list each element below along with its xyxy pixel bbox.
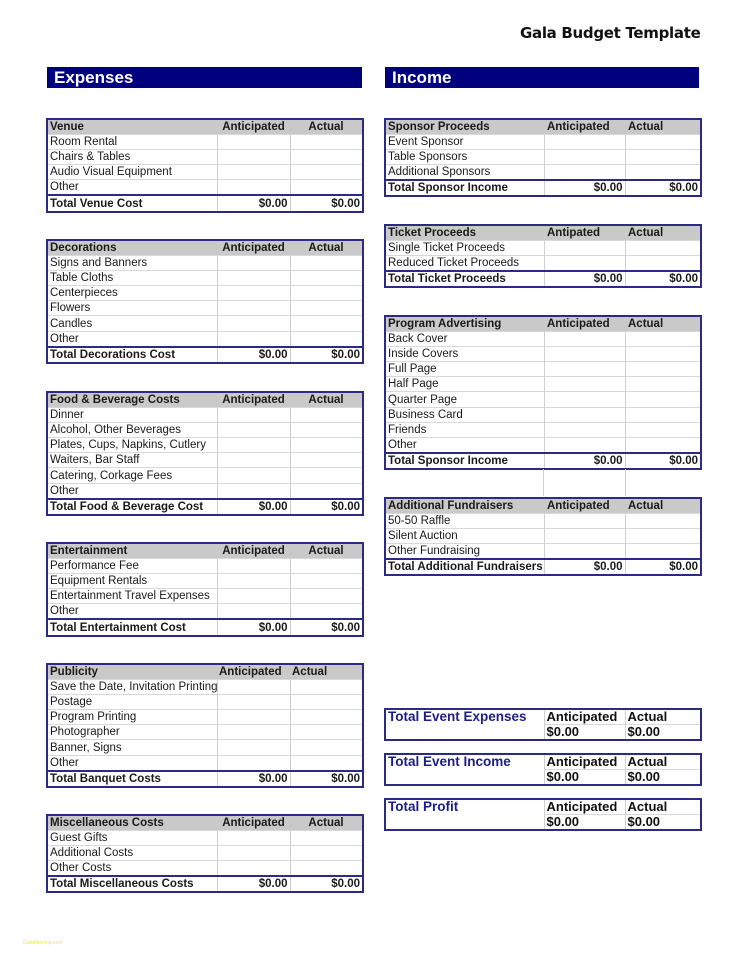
table-row: [385, 150, 701, 165]
anticipated-header: Anticipated: [217, 664, 290, 680]
total-anticipated: $0.00: [544, 453, 625, 469]
total-label: Total Sponsor Income: [385, 180, 544, 196]
total-actual: $0.00: [290, 876, 363, 892]
actual-cell[interactable]: [290, 740, 363, 755]
actual-header: Actual: [290, 543, 363, 559]
total-anticipated: $0.00: [217, 876, 290, 892]
table-row: [385, 362, 701, 377]
item-label: Waiters, Bar Staff: [47, 453, 217, 468]
table-row: [385, 407, 701, 422]
total-label: Total Entertainment Cost: [47, 619, 217, 635]
actual-cell[interactable]: [290, 604, 363, 620]
anticipated-cell[interactable]: [217, 695, 290, 710]
table-row: [47, 316, 363, 331]
table-row: [47, 695, 363, 710]
anticipated-cell[interactable]: [217, 680, 290, 695]
item-label: Dinner: [47, 408, 217, 423]
item-label: Table Cloths: [47, 271, 217, 286]
actual-cell[interactable]: [290, 316, 363, 331]
anticipated-cell[interactable]: [217, 423, 290, 438]
total-anticipated: $0.00: [544, 559, 625, 575]
actual-cell[interactable]: [625, 362, 701, 377]
total-actual: $0.00: [290, 771, 363, 787]
actual-header: Actual: [625, 316, 701, 332]
table-row: [47, 755, 363, 771]
anticipated-cell[interactable]: [217, 483, 290, 499]
section-title: Publicity: [47, 664, 217, 680]
item-label: Other: [47, 604, 217, 620]
actual-cell[interactable]: [625, 165, 701, 181]
table-row: [385, 332, 701, 347]
table-row: [47, 165, 363, 180]
table-row: [47, 408, 363, 423]
anticipated-cell[interactable]: [217, 831, 290, 846]
total-event-income-table: [384, 753, 702, 786]
actual-header: Actual: [625, 754, 701, 770]
table-row: [47, 831, 363, 846]
table-row: [385, 135, 701, 150]
actual-cell[interactable]: [290, 483, 363, 499]
anticipated-cell[interactable]: [217, 846, 290, 861]
actual-cell[interactable]: [290, 680, 363, 695]
table-header-row: [47, 815, 363, 831]
total-label: Total Additional Fundraisers: [385, 559, 544, 575]
actual-cell[interactable]: [290, 256, 363, 271]
anticipated-cell[interactable]: [544, 150, 625, 165]
actual-cell[interactable]: [625, 422, 701, 437]
anticipated-cell[interactable]: [217, 331, 290, 347]
actual-cell[interactable]: [290, 710, 363, 725]
table-row: [47, 135, 363, 150]
item-label: Additional Sponsors: [385, 165, 544, 181]
anticipated-cell[interactable]: [544, 377, 625, 392]
table-header-row: [47, 240, 363, 256]
table-row: [47, 574, 363, 589]
total-anticipated: $0.00: [217, 347, 290, 363]
anticipated-cell[interactable]: [217, 453, 290, 468]
item-label: Half Page: [385, 377, 544, 392]
table-row: [385, 437, 701, 453]
table-row: [47, 559, 363, 574]
item-label: Silent Auction: [385, 529, 544, 544]
table-row: [47, 256, 363, 271]
table-row: [47, 589, 363, 604]
total-anticipated: $0.00: [544, 271, 625, 287]
item-label: Photographer: [47, 725, 217, 740]
item-label: Alcohol, Other Beverages: [47, 423, 217, 438]
table-row: [385, 377, 701, 392]
anticipated-cell[interactable]: [544, 165, 625, 181]
total-actual: $0.00: [625, 180, 701, 196]
item-label: Table Sponsors: [385, 150, 544, 165]
anticipated-cell[interactable]: [544, 135, 625, 150]
actual-header: Actual: [290, 815, 363, 831]
section-title: Decorations: [47, 240, 217, 256]
section-title: Ticket Proceeds: [385, 225, 544, 241]
item-label: Entertainment Travel Expenses: [47, 589, 217, 604]
table-header-row: [47, 392, 363, 408]
total-row: [47, 499, 363, 515]
actual-header: Actual: [625, 225, 701, 241]
table-header-row: [47, 664, 363, 680]
total-profit-table: [384, 798, 702, 831]
additional-fundraisers-table: [384, 497, 702, 576]
actual-cell[interactable]: [290, 271, 363, 286]
table-row: [385, 347, 701, 362]
item-label: Banner, Signs: [47, 740, 217, 755]
actual-cell[interactable]: [290, 180, 363, 196]
anticipated-header: Anticipated: [544, 498, 625, 514]
section-title: Sponsor Proceeds: [385, 119, 544, 135]
actual-cell[interactable]: [625, 135, 701, 150]
anticipated-cell[interactable]: [217, 755, 290, 771]
anticipated-cell[interactable]: [544, 347, 625, 362]
total-label: Total Sponsor Income: [385, 453, 544, 469]
total-actual: $0.00: [625, 271, 701, 287]
table-header-row: [47, 543, 363, 559]
table-header-row: [47, 119, 363, 135]
item-label: Audio Visual Equipment: [47, 165, 217, 180]
table-header-row: [385, 119, 701, 135]
item-label: Equipment Rentals: [47, 574, 217, 589]
item-label: Event Sponsor: [385, 135, 544, 150]
total-actual: $0.00: [625, 559, 701, 575]
table-row: [47, 438, 363, 453]
actual-cell[interactable]: [625, 529, 701, 544]
actual-cell[interactable]: [290, 846, 363, 861]
actual-cell[interactable]: [290, 165, 363, 180]
anticipated-cell[interactable]: [217, 135, 290, 150]
anticipated-cell[interactable]: [217, 165, 290, 180]
actual-cell[interactable]: [625, 437, 701, 453]
anticipated-header: Anticipated: [217, 392, 290, 408]
anticipated-cell[interactable]: [544, 529, 625, 544]
anticipated-cell[interactable]: [217, 559, 290, 574]
anticipated-cell[interactable]: [217, 468, 290, 483]
food-beverage-table: [46, 391, 364, 516]
actual-header: Actual: [290, 664, 363, 680]
anticipated-header: Anticipated: [217, 240, 290, 256]
total-row: [47, 619, 363, 635]
ticket-proceeds-table: [384, 224, 702, 288]
actual-header: Actual: [290, 119, 363, 135]
actual-cell[interactable]: [290, 438, 363, 453]
actual-header: Actual: [625, 119, 701, 135]
actual-header: Actual: [625, 498, 701, 514]
anticipated-cell[interactable]: [217, 256, 290, 271]
program-advertising-table: [384, 315, 702, 470]
item-label: Additional Costs: [47, 846, 217, 861]
item-label: Save the Date, Invitation Printing: [47, 680, 217, 695]
table-row: [385, 165, 701, 181]
actual-cell[interactable]: [625, 241, 701, 256]
actual-value: $0.00: [625, 725, 701, 741]
anticipated-cell[interactable]: [544, 392, 625, 407]
anticipated-cell[interactable]: [217, 740, 290, 755]
publicity-table: [46, 663, 364, 788]
total-anticipated: $0.00: [217, 771, 290, 787]
anticipated-header: Anticipated: [544, 316, 625, 332]
actual-cell[interactable]: [290, 331, 363, 347]
total-actual: $0.00: [625, 453, 701, 469]
actual-cell[interactable]: [625, 347, 701, 362]
anticipated-cell[interactable]: [217, 150, 290, 165]
actual-header: Actual: [290, 240, 363, 256]
total-row: [47, 195, 363, 211]
actual-header: Actual: [625, 799, 701, 815]
table-row: [47, 271, 363, 286]
summary-label: Total Event Expenses: [388, 709, 527, 724]
table-row: [47, 468, 363, 483]
actual-value: $0.00: [625, 770, 701, 786]
item-label: Guest Gifts: [47, 831, 217, 846]
table-row: [47, 725, 363, 740]
actual-cell[interactable]: [290, 286, 363, 301]
table-row: [385, 241, 701, 256]
item-label: Room Rental: [47, 135, 217, 150]
table-row: [47, 740, 363, 755]
anticipated-cell[interactable]: [544, 256, 625, 272]
actual-value: $0.00: [625, 815, 701, 831]
total-label: Total Miscellaneous Costs: [47, 876, 217, 892]
item-label: Other: [47, 755, 217, 771]
item-label: Back Cover: [385, 332, 544, 347]
table-row: [385, 256, 701, 272]
section-title: Miscellaneous Costs: [47, 815, 217, 831]
actual-cell[interactable]: [625, 407, 701, 422]
item-label: Other Costs: [47, 861, 217, 877]
actual-cell[interactable]: [625, 392, 701, 407]
table-row: [47, 710, 363, 725]
venue-table: [46, 118, 364, 213]
total-row: [385, 559, 701, 575]
miscellaneous-table: [46, 814, 364, 893]
total-actual: $0.00: [290, 195, 363, 211]
item-label: Reduced Ticket Proceeds: [385, 256, 544, 272]
item-label: Inside Covers: [385, 347, 544, 362]
table-row: [47, 150, 363, 165]
table-row: [47, 846, 363, 861]
item-label: Other: [385, 437, 544, 453]
total-actual: $0.00: [290, 347, 363, 363]
anticipated-cell[interactable]: [544, 362, 625, 377]
anticipated-cell[interactable]: [217, 589, 290, 604]
expenses-banner: Expenses: [47, 67, 362, 88]
table-row: [385, 422, 701, 437]
total-row: [47, 876, 363, 892]
actual-cell[interactable]: [290, 695, 363, 710]
item-label: Flowers: [47, 301, 217, 316]
anticipated-cell[interactable]: [217, 316, 290, 331]
entertainment-table: [46, 542, 364, 637]
item-label: Single Ticket Proceeds: [385, 241, 544, 256]
total-row: [385, 453, 701, 469]
income-banner: Income: [385, 67, 699, 88]
total-anticipated: $0.00: [217, 499, 290, 515]
item-label: Catering, Corkage Fees: [47, 468, 217, 483]
anticipated-header: Anticipated: [217, 119, 290, 135]
anticipated-value: $0.00: [544, 725, 625, 741]
anticipated-header: Anticipated: [544, 119, 625, 135]
total-row: [385, 271, 701, 287]
anticipated-value: $0.00: [544, 815, 625, 831]
total-label: Total Decorations Cost: [47, 347, 217, 363]
total-event-expenses-table: [384, 708, 702, 741]
anticipated-cell[interactable]: [217, 438, 290, 453]
anticipated-header: Anticipated: [544, 709, 625, 725]
actual-cell[interactable]: [290, 423, 363, 438]
table-row: [385, 392, 701, 407]
table-row: [47, 483, 363, 499]
actual-cell[interactable]: [625, 256, 701, 272]
actual-cell[interactable]: [625, 544, 701, 560]
actual-cell[interactable]: [290, 831, 363, 846]
anticipated-value: $0.00: [544, 770, 625, 786]
item-label: Plates, Cups, Napkins, Cutlery: [47, 438, 217, 453]
item-label: Full Page: [385, 362, 544, 377]
actual-cell[interactable]: [290, 589, 363, 604]
summary-label: Total Event Income: [388, 754, 511, 769]
item-label: Program Printing: [47, 710, 217, 725]
actual-cell[interactable]: [290, 150, 363, 165]
item-label: Centerpieces: [47, 286, 217, 301]
total-row: [47, 771, 363, 787]
anticipated-header: Antipated: [544, 225, 625, 241]
anticipated-cell[interactable]: [217, 574, 290, 589]
actual-cell[interactable]: [290, 574, 363, 589]
actual-cell[interactable]: [625, 377, 701, 392]
item-label: Other: [47, 331, 217, 347]
anticipated-cell[interactable]: [217, 301, 290, 316]
total-actual: $0.00: [290, 499, 363, 515]
actual-header: Actual: [290, 392, 363, 408]
anticipated-cell[interactable]: [217, 271, 290, 286]
item-label: Performance Fee: [47, 559, 217, 574]
section-title: Food & Beverage Costs: [47, 392, 217, 408]
table-row: [47, 286, 363, 301]
section-title: Entertainment: [47, 543, 217, 559]
total-label: Total Ticket Proceeds: [385, 271, 544, 287]
actual-header: Actual: [625, 709, 701, 725]
table-row: [47, 180, 363, 196]
actual-cell[interactable]: [625, 514, 701, 529]
actual-cell[interactable]: [290, 559, 363, 574]
anticipated-cell[interactable]: [217, 286, 290, 301]
summary-header-row: [385, 754, 701, 770]
table-row: [47, 453, 363, 468]
table-header-row: [385, 225, 701, 241]
item-label: Postage: [47, 695, 217, 710]
empty-gridlines: [543, 469, 626, 496]
table-row: [47, 680, 363, 695]
total-label: Total Banquet Costs: [47, 771, 217, 787]
total-label: Total Food & Beverage Cost: [47, 499, 217, 515]
table-row: [47, 331, 363, 347]
anticipated-cell[interactable]: [217, 861, 290, 877]
anticipated-header: Anticipated: [544, 754, 625, 770]
total-anticipated: $0.00: [217, 619, 290, 635]
item-label: Friends: [385, 422, 544, 437]
anticipated-header: Anticipated: [217, 815, 290, 831]
anticipated-cell[interactable]: [544, 332, 625, 347]
document-title: Gala Budget Template: [520, 24, 701, 42]
anticipated-cell[interactable]: [544, 544, 625, 560]
section-title: Additional Fundraisers: [385, 498, 544, 514]
total-row: [47, 347, 363, 363]
table-row: [47, 301, 363, 316]
total-anticipated: $0.00: [217, 195, 290, 211]
anticipated-cell[interactable]: [544, 407, 625, 422]
anticipated-header: Anticipated: [217, 543, 290, 559]
summary-header-row: [385, 799, 701, 815]
actual-cell[interactable]: [290, 301, 363, 316]
actual-cell[interactable]: [625, 332, 701, 347]
table-row: [47, 861, 363, 877]
item-label: Quarter Page: [385, 392, 544, 407]
summary-header-row: [385, 709, 701, 725]
sponsor-proceeds-table: [384, 118, 702, 197]
anticipated-cell[interactable]: [217, 710, 290, 725]
summary-label: Total Profit: [388, 799, 459, 814]
table-header-row: [385, 316, 701, 332]
anticipated-cell[interactable]: [544, 241, 625, 256]
anticipated-cell[interactable]: [217, 604, 290, 620]
item-label: Other: [47, 483, 217, 499]
anticipated-header: Anticipated: [544, 799, 625, 815]
decorations-table: [46, 239, 364, 364]
total-row: [385, 180, 701, 196]
table-row: [385, 529, 701, 544]
actual-cell[interactable]: [290, 725, 363, 740]
item-label: Signs and Banners: [47, 256, 217, 271]
anticipated-cell[interactable]: [217, 408, 290, 423]
item-label: Business Card: [385, 407, 544, 422]
table-row: [47, 604, 363, 620]
actual-cell[interactable]: [290, 408, 363, 423]
actual-cell[interactable]: [290, 453, 363, 468]
item-label: Chairs & Tables: [47, 150, 217, 165]
item-label: 50-50 Raffle: [385, 514, 544, 529]
actual-cell[interactable]: [290, 861, 363, 877]
section-title: Program Advertising: [385, 316, 544, 332]
total-actual: $0.00: [290, 619, 363, 635]
item-label: Other: [47, 180, 217, 196]
table-row: [47, 423, 363, 438]
anticipated-cell[interactable]: [544, 437, 625, 453]
total-label: Total Venue Cost: [47, 195, 217, 211]
anticipated-cell[interactable]: [217, 725, 290, 740]
table-row: [385, 544, 701, 560]
item-label: Candles: [47, 316, 217, 331]
anticipated-cell[interactable]: [217, 180, 290, 196]
item-label: Other Fundraising: [385, 544, 544, 560]
actual-cell[interactable]: [290, 468, 363, 483]
total-anticipated: $0.00: [544, 180, 625, 196]
table-header-row: [385, 498, 701, 514]
actual-cell[interactable]: [290, 135, 363, 150]
section-title: Venue: [47, 119, 217, 135]
actual-cell[interactable]: [625, 150, 701, 165]
anticipated-cell[interactable]: [544, 514, 625, 529]
actual-cell[interactable]: [290, 755, 363, 771]
table-row: [385, 514, 701, 529]
watermark: GaleBitsnmp.com: [23, 940, 63, 946]
anticipated-cell[interactable]: [544, 422, 625, 437]
